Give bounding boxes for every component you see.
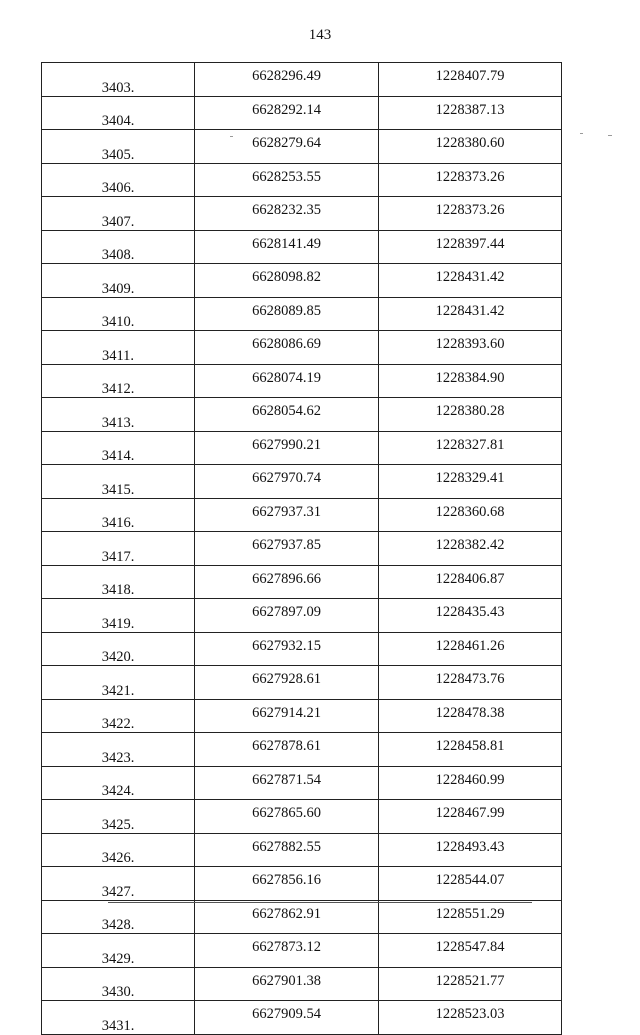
x-coordinate: 6628086.69 [195,331,379,365]
x-coordinate: 6627937.85 [195,532,379,566]
table-row [42,230,562,264]
y-coordinate: 1228435.43 [379,599,562,633]
y-coordinate: 1228387.13 [379,96,562,130]
point-number: 3416. [42,498,195,532]
table-row [42,800,562,834]
x-coordinate: 6627932.15 [195,632,379,666]
table-row [42,331,562,365]
point-number: 3414. [42,431,195,465]
point-number: 3419. [42,599,195,633]
y-coordinate: 1228458.81 [379,733,562,767]
table-row [42,163,562,197]
point-number: 3404. [42,96,195,130]
x-coordinate: 6627871.54 [195,766,379,800]
point-number: 3413. [42,398,195,432]
table-row [42,967,562,1001]
x-coordinate: 6628253.55 [195,163,379,197]
point-number: 3410. [42,297,195,331]
x-coordinate: 6627896.66 [195,565,379,599]
x-coordinate: 6628279.64 [195,130,379,164]
x-coordinate: 6627865.60 [195,800,379,834]
point-number: 3403. [42,63,195,97]
point-number: 3420. [42,632,195,666]
point-number: 3430. [42,967,195,1001]
y-coordinate: 1228431.42 [379,264,562,298]
x-coordinate: 6627928.61 [195,666,379,700]
y-coordinate: 1228521.77 [379,967,562,1001]
x-coordinate: 6627856.16 [195,867,379,901]
y-coordinate: 1228493.43 [379,833,562,867]
x-coordinate: 6627873.12 [195,934,379,968]
x-coordinate: 6627882.55 [195,833,379,867]
y-coordinate: 1228523.03 [379,1001,562,1035]
y-coordinate: 1228406.87 [379,565,562,599]
x-coordinate: 6628141.49 [195,230,379,264]
y-coordinate: 1228380.60 [379,130,562,164]
table-row [42,766,562,800]
point-number: 3421. [42,666,195,700]
table-row [42,1001,562,1035]
y-coordinate: 1228384.90 [379,364,562,398]
table-row [42,599,562,633]
point-number: 3418. [42,565,195,599]
x-coordinate: 6627862.91 [195,900,379,934]
y-coordinate: 1228547.84 [379,934,562,968]
table-row [42,297,562,331]
x-coordinate: 6628089.85 [195,297,379,331]
table-row [42,197,562,231]
page-number: 143 [308,27,332,43]
y-coordinate: 1228460.99 [379,766,562,800]
table-row [42,699,562,733]
point-number: 3424. [42,766,195,800]
point-number: 3415. [42,465,195,499]
point-number: 3425. [42,800,195,834]
table-row [42,867,562,901]
y-coordinate: 1228467.99 [379,800,562,834]
y-coordinate: 1228327.81 [379,431,562,465]
table-row [42,934,562,968]
table-row [42,364,562,398]
table-row [42,900,562,934]
table-row [42,532,562,566]
y-coordinate: 1228393.60 [379,331,562,365]
x-coordinate: 6627937.31 [195,498,379,532]
point-number: 3422. [42,699,195,733]
table-row [42,63,562,97]
y-coordinate: 1228461.26 [379,632,562,666]
point-number: 3429. [42,934,195,968]
y-coordinate: 1228382.42 [379,532,562,566]
point-number: 3427. [42,867,195,901]
x-coordinate: 6628232.35 [195,197,379,231]
point-number: 3417. [42,532,195,566]
x-coordinate: 6627990.21 [195,431,379,465]
point-number: 3407. [42,197,195,231]
bottom-rule [108,902,532,903]
table-row [42,264,562,298]
y-coordinate: 1228397.44 [379,230,562,264]
point-number: 3409. [42,264,195,298]
y-coordinate: 1228407.79 [379,63,562,97]
x-coordinate: 6627970.74 [195,465,379,499]
point-number: 3411. [42,331,195,365]
x-coordinate: 6627901.38 [195,967,379,1001]
y-coordinate: 1228329.41 [379,465,562,499]
table-row [42,465,562,499]
y-coordinate: 1228473.76 [379,666,562,700]
point-number: 3412. [42,364,195,398]
x-coordinate: 6627909.54 [195,1001,379,1035]
scan-speck [230,136,233,137]
y-coordinate: 1228360.68 [379,498,562,532]
coordinates-table [41,62,562,1035]
point-number: 3408. [42,230,195,264]
x-coordinate: 6628292.14 [195,96,379,130]
table-row [42,130,562,164]
table-row [42,632,562,666]
y-coordinate: 1228373.26 [379,197,562,231]
x-coordinate: 6628074.19 [195,364,379,398]
table-row [42,431,562,465]
x-coordinate: 6627914.21 [195,699,379,733]
point-number: 3431. [42,1001,195,1035]
table-row [42,398,562,432]
table-row [42,666,562,700]
y-coordinate: 1228478.38 [379,699,562,733]
point-number: 3405. [42,130,195,164]
coordinates-table-body [42,63,562,1035]
scan-speck [608,135,612,136]
x-coordinate: 6628054.62 [195,398,379,432]
x-coordinate: 6627897.09 [195,599,379,633]
y-coordinate: 1228431.42 [379,297,562,331]
point-number: 3423. [42,733,195,767]
table-row [42,565,562,599]
y-coordinate: 1228544.07 [379,867,562,901]
point-number: 3428. [42,900,195,934]
x-coordinate: 6628296.49 [195,63,379,97]
x-coordinate: 6628098.82 [195,264,379,298]
point-number: 3426. [42,833,195,867]
point-number: 3406. [42,163,195,197]
x-coordinate: 6627878.61 [195,733,379,767]
scan-speck [580,133,583,134]
y-coordinate: 1228380.28 [379,398,562,432]
table-row [42,833,562,867]
y-coordinate: 1228551.29 [379,900,562,934]
table-row [42,733,562,767]
table-row [42,498,562,532]
y-coordinate: 1228373.26 [379,163,562,197]
table-row [42,96,562,130]
